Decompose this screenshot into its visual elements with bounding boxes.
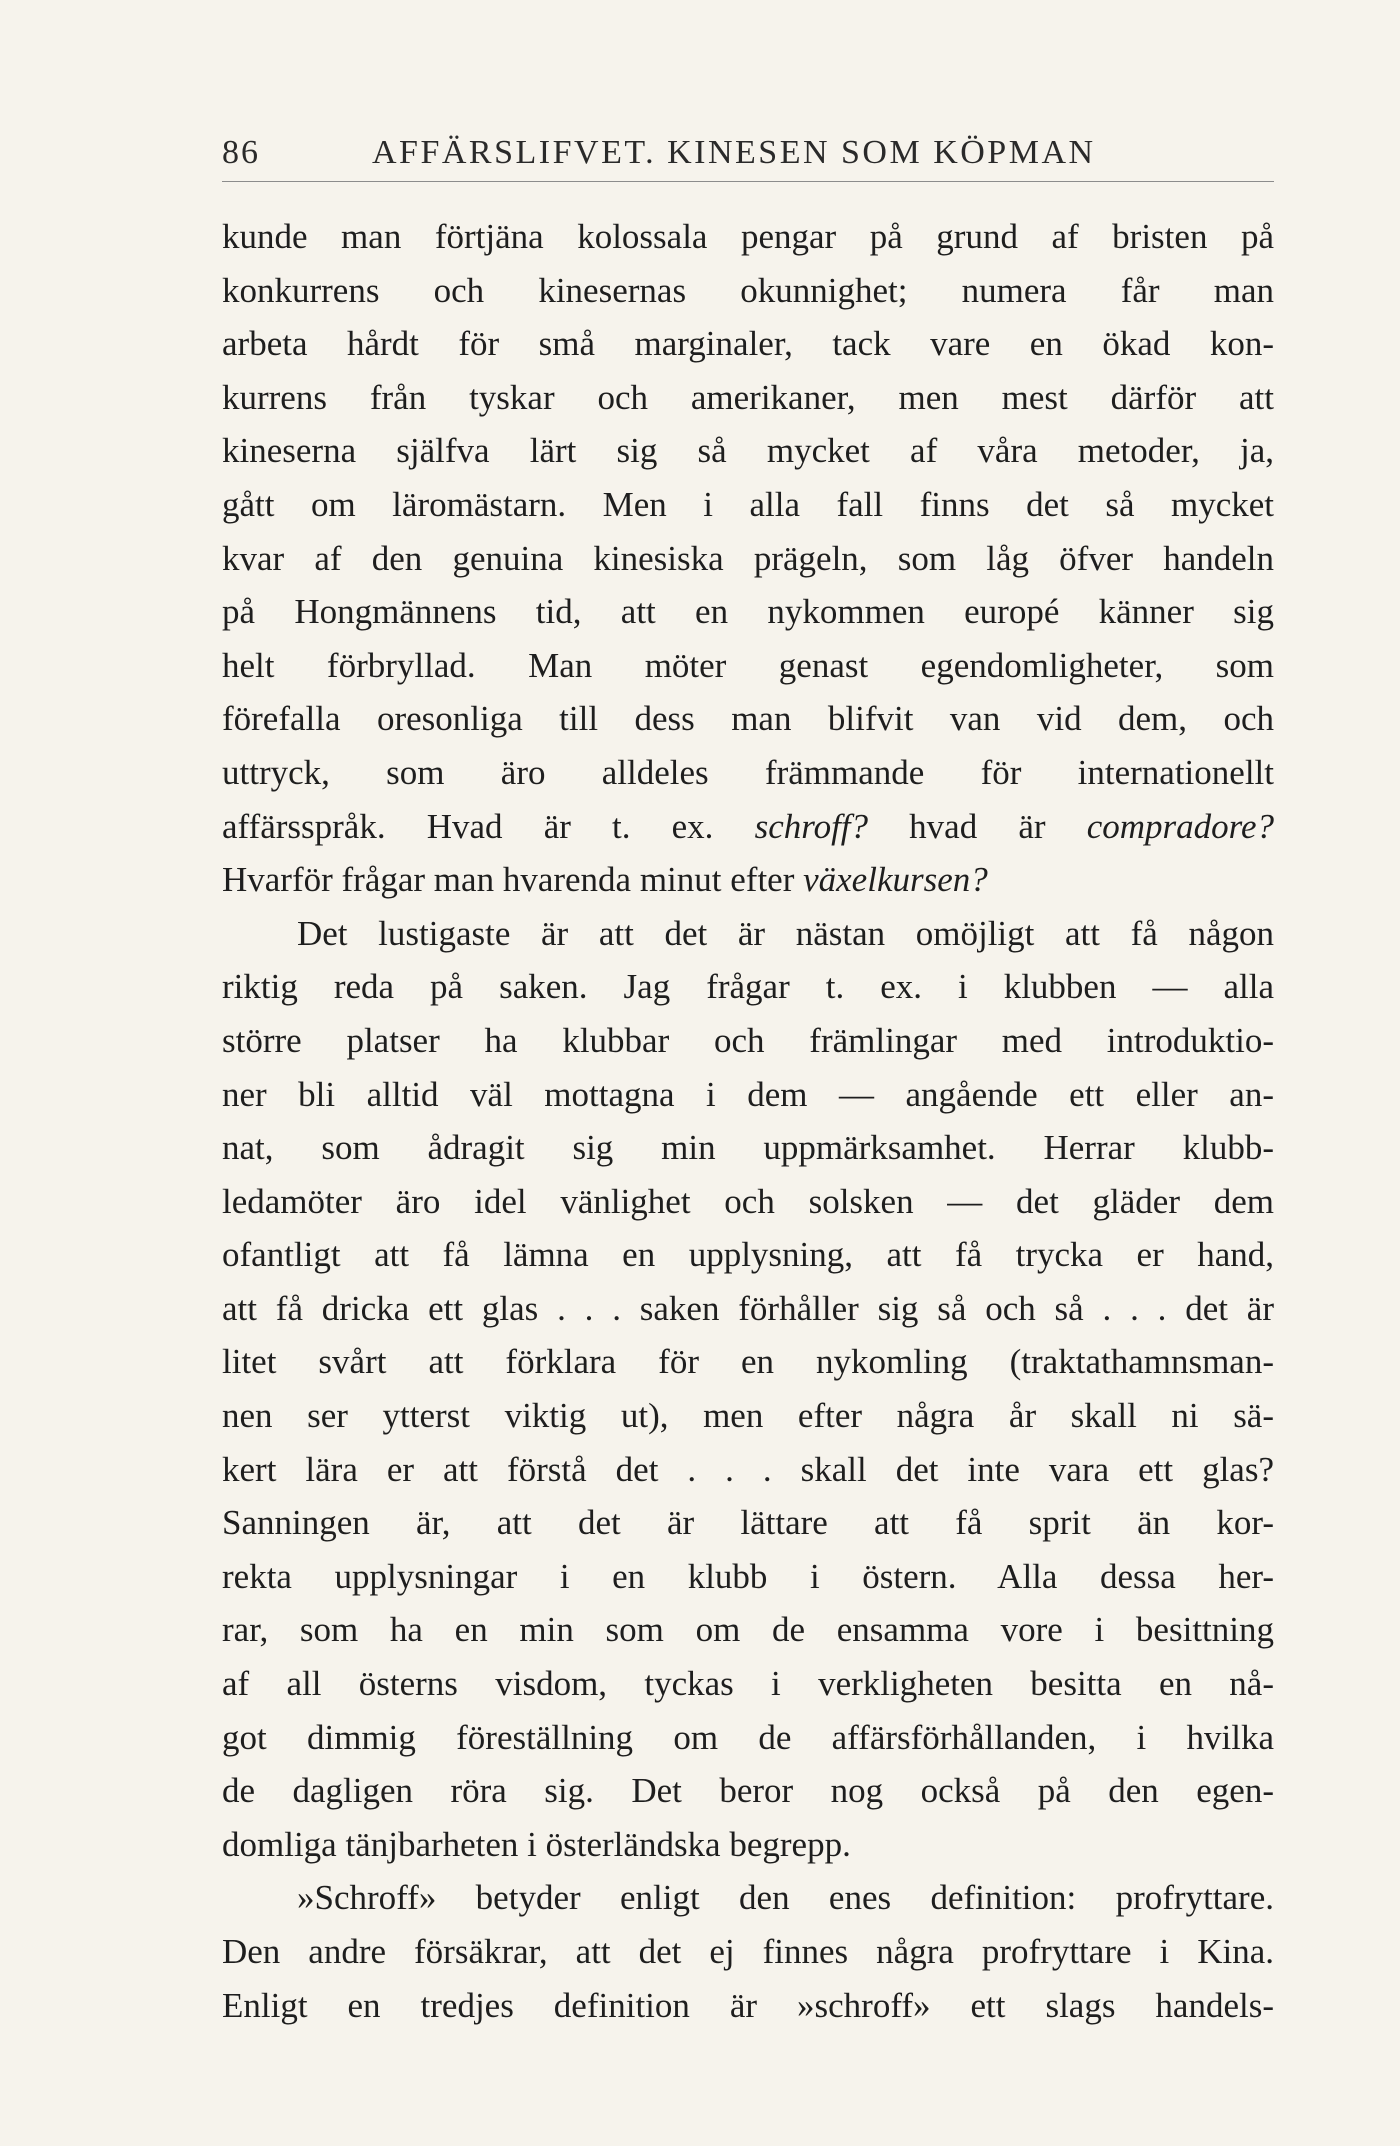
text-line: helt förbryllad. Man möter genast egendomligheter, som	[222, 645, 1274, 685]
text-line: riktig reda på saken. Jag frågar t. ex. i klubben — alla	[222, 967, 1274, 1007]
text-line: förefalla oresonliga till dess man blifvit van vid dem, och	[222, 699, 1274, 739]
text-line: nen ser ytterst viktig ut), men efter några år skall ni sä-	[222, 1396, 1274, 1436]
text-line: ledamöter äro idel vänlighet och solsken — det gläder dem	[222, 1181, 1274, 1221]
text-line: på Hongmännens tid, att en nykommen europé känner sig	[222, 592, 1274, 632]
text-line: de dagligen röra sig. Det beror nog också på den egen-	[222, 1771, 1274, 1811]
text-line: Det lustigaste är att det är nästan omöjligt att få någon	[297, 913, 1274, 953]
text-line: kert lära er att förstå det . . . skall det inte vara ett glas?	[222, 1449, 1274, 1489]
text-line: rar, som ha en min som om de ensamma vore i besittning	[222, 1610, 1274, 1650]
text-line: Sanningen är, att det är lättare att få sprit än kor-	[222, 1503, 1274, 1543]
text-line: konkurrens och kinesernas okunnighet; numera får man	[222, 270, 1274, 310]
text-line: »Schroff» betyder enligt den enes definition: profryttare.	[297, 1878, 1274, 1918]
italic-term: växelkursen?	[803, 860, 988, 900]
text-line: större platser ha klubbar och främlingar med introduktio-	[222, 1020, 1274, 1060]
text-line: arbeta hårdt för små marginaler, tack vare en ökad kon-	[222, 324, 1274, 364]
text-line: litet svårt att förklara för en nykomling (traktathamnsman-	[222, 1342, 1274, 1382]
text-line	[222, 800, 1274, 854]
running-head-title: AFFÄRSLIFVET. KINESEN SOM KÖPMAN	[372, 134, 1096, 171]
text-line: ner bli alltid väl mottagna i dem — angående ett eller an-	[222, 1074, 1274, 1114]
text-line: Den andre försäkrar, att det ej finnes några profryttare i Kina.	[222, 1932, 1274, 1971]
text-line: nat, som ådragit sig min uppmärksamhet. Herrar klubb-	[222, 1128, 1274, 1168]
body-text	[222, 210, 1274, 2032]
italic-term: schroff?	[754, 806, 869, 846]
text-line: kvar af den genuina kinesiska prägeln, som låg öfver handeln	[222, 538, 1274, 578]
text-line: gått om läromästarn. Men i alla fall finns det så mycket	[222, 484, 1274, 524]
text-line: kurrens från tyskar och amerikaner, men mest därför att	[222, 377, 1274, 417]
text-line: rekta upplysningar i en klubb i östern. Alla dessa her-	[222, 1556, 1274, 1596]
text-line	[222, 853, 1274, 907]
text-line: domliga tänjbarheten i österländska begrepp.	[222, 1824, 851, 1864]
text-segment: Hvarför frågar man hvarenda minut efter	[222, 860, 804, 900]
header-rule	[222, 181, 1274, 182]
running-head	[222, 128, 1272, 178]
text-line: ofantligt att få lämna en upplysning, att få trycka er hand,	[222, 1235, 1274, 1275]
text-line: Enligt en tredjes definition är »schroff» ett slags handels-	[222, 1985, 1274, 2025]
text-segment: affärsspråk. Hvad är t. ex.	[222, 806, 755, 846]
italic-term: compradore?	[1086, 806, 1274, 846]
text-segment: hvad är	[868, 806, 1087, 846]
text-line: got dimmig föreställning om de affärsförhållanden, i hvilka	[222, 1717, 1274, 1757]
text-line: kineserna själfva lärt sig så mycket af våra metoder, ja,	[222, 431, 1274, 471]
page-number: 86	[222, 134, 260, 171]
text-line: af all österns visdom, tyckas i verkligheten besitta en nå-	[222, 1664, 1274, 1704]
text-line: uttryck, som äro alldeles främmande för internationellt	[222, 752, 1274, 792]
text-line: kunde man förtjäna kolossala pengar på grund af bristen på	[222, 217, 1274, 256]
text-line: att få dricka ett glas . . . saken förhåller sig så och så . . . det är	[222, 1288, 1274, 1328]
